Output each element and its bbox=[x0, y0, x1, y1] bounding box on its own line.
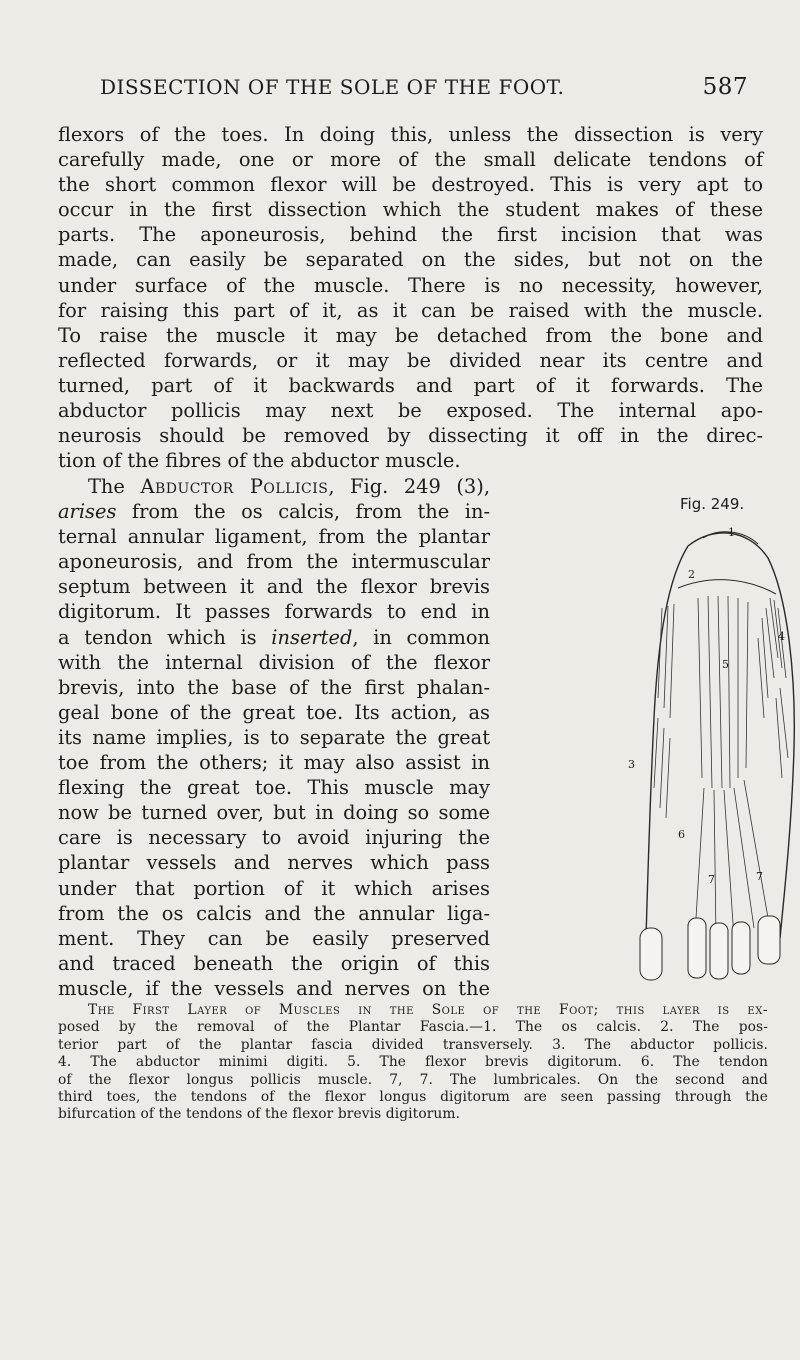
flexor-brevis-hatch bbox=[698, 596, 748, 788]
running-header bbox=[100, 74, 748, 100]
text-line: now be turned over, but in doing so some bbox=[58, 801, 490, 825]
text-line: aponeurosis, and from the intermuscular bbox=[58, 550, 490, 574]
caption-line: bifurcation of the tendons of the flexor brevis digitorum. bbox=[58, 1106, 461, 1123]
text-line: reflected forwards, or it may be divided near its centre and bbox=[58, 348, 763, 372]
toe-5 bbox=[758, 916, 780, 964]
abductor-pollicis-hatch bbox=[654, 604, 674, 818]
text-line: geal bone of the great toe. Its action, as bbox=[58, 700, 490, 724]
line2-rest: from the os calcis, from the in- bbox=[116, 500, 490, 524]
caption-line: posed by the removal of the Plantar Fascia.—1. The os calcis. 2. The pos- bbox=[58, 1019, 768, 1036]
text-line: under that portion of it which arises bbox=[58, 876, 490, 900]
muscle-heading: Abductor Pollicis bbox=[140, 475, 329, 498]
text-line: toe from the others; it may also assist in bbox=[58, 751, 490, 775]
text-line: abductor pollicis may next be exposed. The internal apo- bbox=[58, 399, 763, 423]
text-line: septum between it and the flexor brevis bbox=[58, 575, 490, 599]
fig-number-3: 3 bbox=[628, 758, 635, 771]
lead-prefix: The bbox=[88, 475, 141, 498]
text-line: with the internal division of the flexor bbox=[58, 650, 490, 674]
text-line bbox=[58, 499, 490, 524]
foot-sole-muscles-illustration bbox=[618, 518, 800, 988]
text-line: its name implies, is to separate the great bbox=[58, 725, 490, 749]
figure-caption bbox=[58, 1002, 768, 1124]
fig-number-7b: 7 bbox=[756, 870, 763, 883]
abductor-minimi-hatch bbox=[758, 598, 788, 778]
paragraph-abductor-pollicis bbox=[58, 474, 490, 1001]
foot-outline bbox=[646, 533, 794, 938]
text-line bbox=[58, 474, 490, 499]
fig-number-2: 2 bbox=[688, 568, 695, 581]
header-title: DISSECTION OF THE SOLE OF THE FOOT. bbox=[100, 75, 565, 99]
fig-number-6: 6 bbox=[678, 828, 685, 841]
text-line: digitorum. It passes forwards to end in bbox=[58, 600, 490, 624]
tendon-lines bbox=[696, 780, 768, 938]
text-line: ment. They can be easily preserved bbox=[58, 926, 490, 950]
paragraph-dissection bbox=[58, 122, 763, 473]
text-line: occur in the first dissection which the student makes of these bbox=[58, 198, 763, 222]
toe-3 bbox=[710, 923, 728, 979]
caption-line: 4. The abductor minimi digiti. 5. The flexor brevis digitorum. 6. The tendon bbox=[58, 1054, 768, 1071]
text-line: To raise the muscle it may be detached from the bone and bbox=[58, 323, 763, 347]
inserted-italic: inserted bbox=[271, 625, 353, 649]
fig-number-5: 5 bbox=[722, 658, 729, 671]
text-line: carefully made, one or more of the small delicate tendons of bbox=[58, 148, 763, 172]
toe-4 bbox=[732, 922, 750, 974]
arises-italic: arises bbox=[58, 500, 117, 524]
page-number: 587 bbox=[702, 74, 748, 100]
text-line: ternal annular ligament, from the plantar bbox=[58, 525, 490, 549]
fig-number-4: 4 bbox=[778, 630, 785, 643]
caption-line: third toes, the tendons of the flexor longus digitorum are seen passing through the bbox=[58, 1089, 768, 1106]
figure-label: Fig. 249. bbox=[680, 495, 745, 513]
toe-2 bbox=[688, 918, 706, 978]
text-line: turned, part of it backwards and part of it forwards. The bbox=[58, 373, 763, 397]
inserted-post: , in common bbox=[352, 625, 491, 649]
text-line: brevis, into the base of the first phalan- bbox=[58, 675, 490, 699]
fig-number-7a: 7 bbox=[708, 873, 715, 886]
inserted-pre: a tendon which is bbox=[58, 625, 272, 649]
text-line: made, can easily be separated on the sides, but not on the bbox=[58, 248, 763, 272]
text-line: from the os calcis and the annular liga- bbox=[58, 901, 490, 925]
text-line: tion of the fibres of the abductor muscle. bbox=[58, 449, 461, 473]
text-line: neurosis should be removed by dissecting it off in the direc- bbox=[58, 424, 763, 448]
caption-line: The First Layer of Muscles in the Sole of the Foot; this layer is ex- bbox=[88, 1002, 768, 1018]
heel-fascia bbox=[678, 580, 776, 594]
caption-line: terior part of the plantar fascia divided transversely. 3. The abductor pollicis. bbox=[58, 1036, 768, 1053]
text-line: plantar vessels and nerves which pass bbox=[58, 851, 490, 875]
caption-line: of the flexor longus pollicis muscle. 7, 7. The lumbricales. On the second and bbox=[58, 1071, 768, 1088]
text-line: flexors of the toes. In doing this, unless the dissection is very bbox=[58, 123, 763, 146]
text-line bbox=[58, 625, 490, 650]
text-line: muscle, if the vessels and nerves on the bbox=[58, 976, 490, 1000]
text-line: care is necessary to avoid injuring the bbox=[58, 826, 490, 850]
text-line: flexing the great toe. This muscle may bbox=[58, 776, 490, 800]
text-line: the short common flexor will be destroyed. This is very apt to bbox=[58, 173, 763, 197]
text-line: for raising this part of it, as it can be raised with the muscle. bbox=[58, 298, 763, 322]
fig-number-1: 1 bbox=[728, 526, 735, 539]
text-line: parts. The aponeurosis, behind the first incision that was bbox=[58, 223, 763, 247]
text-line: and traced beneath the origin of this bbox=[58, 951, 490, 975]
text-line: under surface of the muscle. There is no necessity, however, bbox=[58, 273, 763, 297]
toe-1 bbox=[640, 928, 662, 980]
lead-rest: , Fig. 249 (3), bbox=[328, 475, 490, 498]
